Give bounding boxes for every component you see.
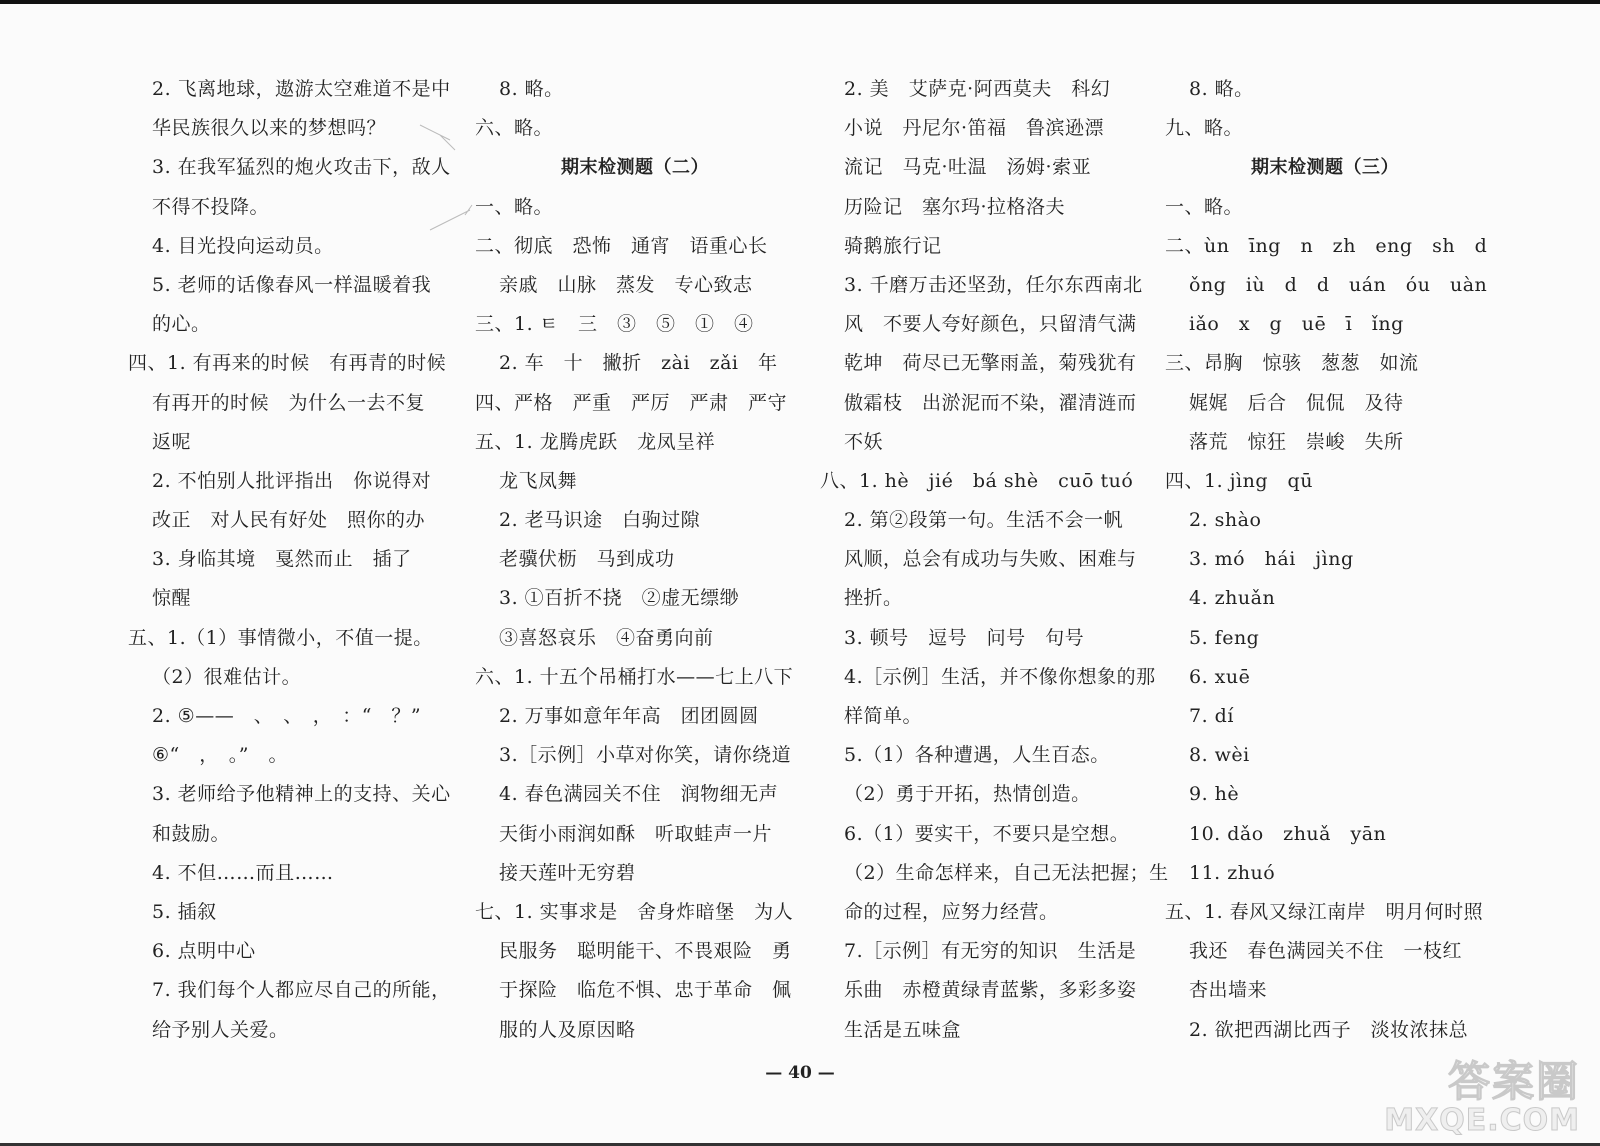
answer-line: 有再开的时候 为什么一去不复 [152, 391, 426, 414]
answer-line: 样简单。 [844, 705, 923, 727]
section-title: 期末检测题（二） [561, 157, 709, 179]
answer-line: 11. zhuó [1189, 861, 1276, 884]
answer-line: 接天莲叶无穷碧 [499, 861, 636, 884]
answer-line: 七、1. 实事求是 舍身炸暗堡 为人 [475, 900, 794, 923]
answer-line: 返呢 [152, 430, 192, 453]
answer-line: 龙飞凤舞 [499, 469, 578, 492]
answer-line: 8. wèi [1189, 744, 1250, 767]
answer-line: 生活是五味盒 [844, 1018, 962, 1041]
answer-line: 不妖 [844, 430, 884, 453]
answer-line: 四、1. 有再来的时候 有再青的时候 [128, 352, 447, 375]
answer-line: 5.（1）各种遭遇，人生百态。 [844, 744, 1110, 767]
site-watermark [1384, 1049, 1580, 1138]
answer-line: 2. 飞离地球，遨游太空难道不是中 [152, 78, 451, 100]
answer-line: 九、略。 [1165, 117, 1244, 140]
answer-line: ③喜怒哀乐 ④奋勇向前 [499, 626, 714, 649]
answer-line: 3. mó hái jìng [1189, 548, 1354, 571]
answer-line: 老骥伏枥 马到成功 [499, 548, 675, 571]
section-title: 期末检测题（三） [1251, 157, 1399, 179]
answer-line: 8. 略。 [1189, 78, 1254, 100]
answer-line: 6.（1）要实干，不要只是空想。 [844, 822, 1130, 845]
answer-line: 5. 插叙 [152, 900, 217, 923]
answer-line: 7. 我们每个人都应尽自己的所能， [152, 979, 451, 1002]
pencil-scribble-mark [410, 120, 480, 270]
answer-line: 服的人及原因略 [499, 1018, 636, 1041]
answer-line: 2. 第②段第一句。生活不会一帆 [844, 509, 1124, 532]
answer-line: 八、1. hè jié bá shè cuō tuó [820, 469, 1134, 492]
answer-line: 7. dí [1189, 705, 1234, 727]
answer-line: 4. zhuǎn [1189, 587, 1276, 610]
answer-line: 3. 身临其境 戛然而止 插了 [152, 548, 412, 571]
answer-line: 2. 不怕别人批评指出 你说得对 [152, 469, 432, 492]
answer-line: 3. 在我军猛烈的炮火攻击下，敌人 [152, 156, 451, 179]
answer-line: 亲戚 山脉 蒸发 专心致志 [499, 273, 753, 296]
answer-line: 2. 美 艾萨克·阿西莫夫 科幻 [844, 78, 1111, 100]
answer-line: ⑥“ ， 。” 。 [152, 744, 288, 767]
answer-line: 3. 老师给予他精神上的支持、关心 [152, 783, 451, 806]
answer-line: 乐曲 赤橙黄绿青蓝紫，多彩多姿 [844, 979, 1137, 1002]
answer-line: 五、1. 春风又绿江南岸 明月何时照 [1165, 900, 1484, 923]
answer-line: 三、1. ㅌ 三 ③ ⑤ ① ④ [475, 313, 754, 336]
answer-line: 8. 略。 [499, 78, 564, 100]
answer-line: 惊醒 [152, 587, 192, 610]
answer-line: 四、严格 严重 严厉 严肃 严守 [475, 391, 788, 414]
answer-line: 3. ①百折不挠 ②虚无缥缈 [499, 587, 740, 610]
answer-line: 给予别人关爱。 [152, 1018, 289, 1041]
top-border [0, 0, 1600, 4]
answer-line: （2）生命怎样来，自己无法把握；生 [844, 861, 1169, 884]
answer-line: 和鼓励。 [152, 822, 231, 845]
watermark-logo-text: 答案圈 [1447, 1057, 1580, 1106]
answer-line: 3.［示例］小草对你笑，请你绕道 [499, 744, 792, 767]
column-1 [128, 70, 451, 1050]
answer-line: 10. dǎo zhuǎ yān [1189, 822, 1387, 845]
answer-line: 杏出墙来 [1189, 979, 1268, 1002]
answer-line: 4. 不但……而且…… [152, 861, 334, 884]
answer-line: 2. 万事如意年年高 团团圆圆 [499, 705, 759, 727]
answer-line: 3. 千磨万击还坚劲，任尔东西南北 [844, 273, 1143, 296]
answer-line: 乾坤 荷尽已无擎雨盖，菊残犹有 [844, 352, 1137, 375]
answer-line: 2. 车 十 撇折 zài zǎi 年 [499, 352, 778, 375]
answer-line: （2）很难估计。 [152, 665, 302, 688]
answer-line: 2. ⑤—— 、 、 ， ：“ ？” [152, 705, 422, 727]
answer-line: 傲霜枝 出淤泥而不染，濯清涟而 [844, 391, 1137, 414]
answer-line: 命的过程，应努力经营。 [844, 900, 1059, 923]
column-2 [475, 70, 795, 1050]
answer-line: 5. feng [1189, 626, 1260, 649]
answer-line: 六、1. 十五个吊桶打水——七上八下 [475, 665, 794, 688]
answer-line: 落荒 惊狂 崇峻 失所 [1189, 430, 1404, 453]
answer-line: 娓娓 后合 侃侃 及待 [1189, 391, 1404, 414]
answer-line: 历险记 塞尔玛·拉格洛夫 [844, 195, 1066, 218]
answer-line: 二、ùn īng n zh eng sh d [1165, 234, 1488, 257]
answer-line: 5. 老师的话像春风一样温暖着我 [152, 273, 432, 296]
answer-line: 2. 老马识途 白驹过隙 [499, 509, 701, 532]
answer-line: 三、昂胸 惊骇 葱葱 如流 [1165, 352, 1419, 375]
answer-line: 4. 目光投向运动员。 [152, 234, 334, 257]
answer-line: （2）勇于开拓，热情创造。 [844, 783, 1091, 806]
page-number: — 40 — [765, 1063, 835, 1083]
answer-line: 7.［示例］有无穷的知识 生活是 [844, 940, 1137, 963]
answer-line: 四、1. jìng qū [1165, 469, 1313, 492]
answer-line: 4. 春色满园关不住 润物细无声 [499, 783, 779, 806]
answer-line: 五、1. 龙腾虎跃 龙凤呈祥 [475, 430, 716, 453]
answer-line: 一、略。 [475, 195, 554, 218]
answer-line: 6. xuē [1189, 665, 1251, 688]
answer-line: 流记 马克·吐温 汤姆·索亚 [844, 156, 1092, 179]
answer-line: 改正 对人民有好处 照你的办 [152, 509, 426, 532]
answer-line: 小说 丹尼尔·笛福 鲁滨逊漂 [844, 117, 1105, 140]
answer-line: 风 不要人夸好颜色，只留清气满 [844, 313, 1137, 336]
answer-line: iǎo x g uē ī ǐng [1189, 313, 1404, 336]
answer-line: 骑鹅旅行记 [844, 234, 942, 257]
answer-line: 6. 点明中心 [152, 940, 256, 963]
answer-line: 2. shào [1189, 509, 1262, 532]
column-3 [820, 70, 1169, 1050]
answer-line: 一、略。 [1165, 195, 1244, 218]
answer-line: 二、彻底 恐怖 通宵 语重心长 [475, 234, 768, 257]
answer-line: 天街小雨润如酥 听取蛙声一片 [499, 822, 773, 845]
answer-line: 民服务 聪明能干、不畏艰险 勇 [499, 940, 792, 963]
answer-line: 2. 欲把西湖比西子 淡妆浓抹总 [1189, 1018, 1469, 1041]
answer-line: 六、略。 [475, 117, 554, 140]
answer-line: 3. 顿号 逗号 问号 句号 [844, 626, 1085, 649]
answer-line: 的心。 [152, 313, 211, 336]
answer-line: 不得不投降。 [152, 195, 270, 218]
answer-line: 华民族很久以来的梦想吗？ [152, 117, 387, 140]
answer-line: 挫折。 [844, 587, 903, 610]
answer-line: 五、1.（1）事情微小，不值一提。 [128, 626, 433, 649]
answer-line: 我还 春色满园关不住 一枝红 [1189, 940, 1463, 963]
watermark-url: MXQE.COM [1384, 1103, 1580, 1138]
answer-line: 风顺，总会有成功与失败、困难与 [844, 548, 1137, 571]
answer-line: ǒng iù d d uán óu uàn [1189, 273, 1488, 296]
answer-line: 9. hè [1189, 783, 1240, 806]
answer-line: 4.［示例］生活，并不像你想象的那 [844, 665, 1156, 688]
column-4 [1165, 70, 1488, 1050]
answer-line: 于探险 临危不惧、忠于革命 佩 [499, 979, 792, 1002]
